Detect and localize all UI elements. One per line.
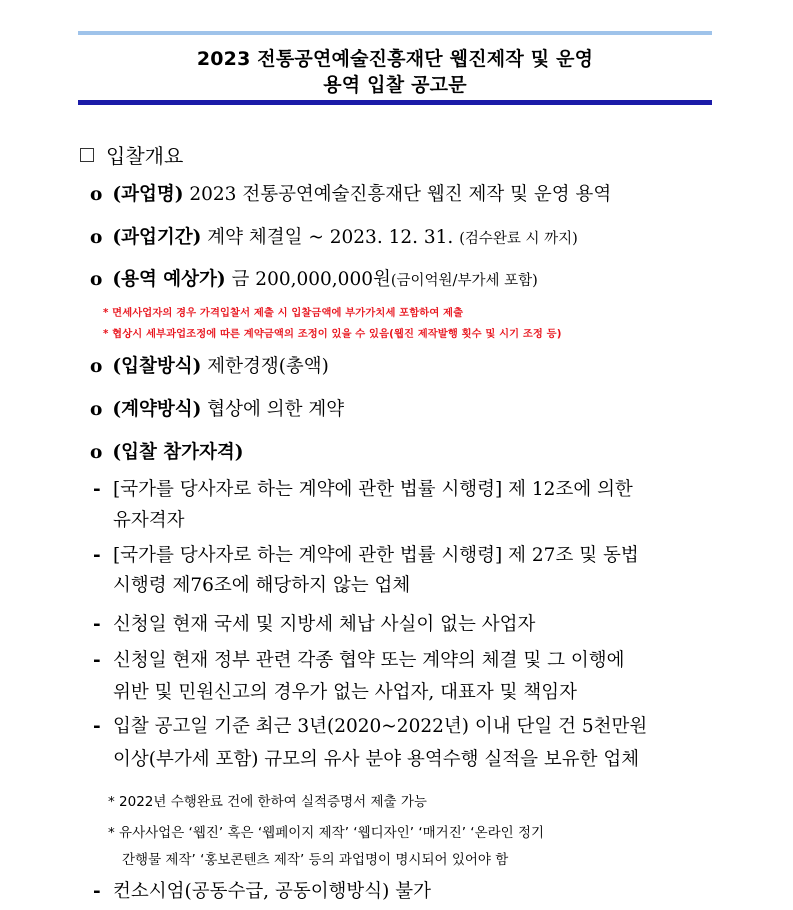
item-label: (계약방식) (112, 399, 202, 420)
qualification-2-cont: 시행령 제76조에 해당하지 않는 업체 (113, 575, 411, 596)
item-qualification (90, 444, 244, 463)
item-value: 2023 전통공연예술진흥재단 웹진 제작 및 운영 용역 (189, 184, 612, 205)
star-note-1: * 2022년 수행완료 건에 한하여 실적증명서 제출 가능 (108, 794, 427, 810)
dash-bullet: - (93, 545, 101, 566)
qualification-text: 신청일 현재 국세 및 지방세 체납 사실이 없는 사업자 (113, 614, 536, 635)
qualification-5-cont: 이상(부가세 포함) 규모의 유사 분야 용역수행 실적을 보유한 업체 (113, 749, 640, 770)
qualification-text: 입찰 공고일 기준 최근 3년(2020~2022년) 이내 단일 건 5천만원 (113, 716, 648, 737)
item-value: 계약 체결일 ~ 2023. 12. 31. (207, 227, 454, 248)
qualification-5 (93, 718, 647, 737)
qualification-3 (93, 616, 535, 635)
title-block (78, 31, 712, 105)
item-bullet: o (90, 269, 103, 290)
item-project-name (90, 186, 611, 205)
item-value: 제한경쟁(총액) (207, 356, 329, 377)
title-line-2: 용역 입찰 공고문 (323, 74, 467, 96)
dash-bullet: - (93, 716, 101, 737)
item-note: (검수완료 시 까지) (459, 231, 578, 247)
item-bullet: o (90, 227, 103, 248)
qualification-6 (93, 883, 431, 902)
qualification-text: 컨소시엄(공동수급, 공동이행방식) 불가 (113, 881, 432, 902)
item-note: (금이억원/부가세 포함) (390, 273, 538, 289)
item-value: 협상에 의한 계약 (207, 399, 345, 420)
square-bullet-icon (80, 148, 94, 162)
item-contract-method (90, 401, 344, 420)
item-label: (입찰방식) (112, 356, 202, 377)
dash-bullet: - (93, 479, 101, 500)
qualification-4 (93, 652, 624, 671)
qualification-text: [국가를 당사자로 하는 계약에 관한 법률 시행령] 제 12조에 의한 (113, 479, 633, 500)
qualification-text: [국가를 당사자로 하는 계약에 관한 법률 시행령] 제 27조 및 동법 (113, 545, 639, 566)
item-bullet: o (90, 442, 103, 463)
qualification-1-cont: 유자격자 (113, 510, 185, 531)
title-top-rule (78, 31, 712, 35)
dash-bullet: - (93, 614, 101, 635)
section-heading-text: 입찰개요 (106, 144, 184, 168)
item-label: (과업기간) (112, 227, 202, 248)
item-bullet: o (90, 399, 103, 420)
item-label: (입찰 참가자격) (112, 442, 244, 463)
title-bottom-rule (78, 100, 712, 105)
section-heading (80, 140, 183, 169)
qualification-1 (93, 481, 633, 500)
item-value: 금 200,000,000원 (231, 269, 391, 290)
item-bullet: o (90, 356, 103, 377)
red-note-tax: * 면세사업자의 경우 가격입찰서 제출 시 입찰금액에 부가가치세 포함하여 제출 (103, 307, 464, 319)
dash-bullet: - (93, 881, 101, 902)
qualification-text: 신청일 현재 정부 관련 각종 협약 또는 계약의 체결 및 그 이행에 (113, 650, 625, 671)
dash-bullet: - (93, 650, 101, 671)
qualification-4-cont: 위반 및 민원신고의 경우가 없는 사업자, 대표자 및 책임자 (113, 682, 577, 703)
title-line-1: 2023 전통공연예술진흥재단 웹진제작 및 운영 (196, 48, 594, 70)
item-bullet: o (90, 184, 103, 205)
red-note-adjust: * 협상시 세부과업조정에 따른 계약금액의 조정이 있을 수 있음(웹진 제작발행 횟수 및 시기 조정 등) (103, 328, 562, 340)
item-budget (90, 271, 538, 290)
item-label: (용역 예상가) (112, 269, 226, 290)
qualification-2 (93, 547, 639, 566)
item-project-period (90, 229, 578, 248)
star-note-2-cont: 간행물 제작’ ‘홍보콘텐츠 제작’ 등의 과업명이 명시되어 있어야 함 (122, 852, 509, 868)
item-bid-method (90, 358, 329, 377)
item-label: (과업명) (112, 184, 184, 205)
star-note-2: * 유사사업은 ‘웹진’ 혹은 ‘웹페이지 제작’ ‘웹디자인’ ‘매거진’ ‘온라인 정기 (108, 825, 545, 841)
